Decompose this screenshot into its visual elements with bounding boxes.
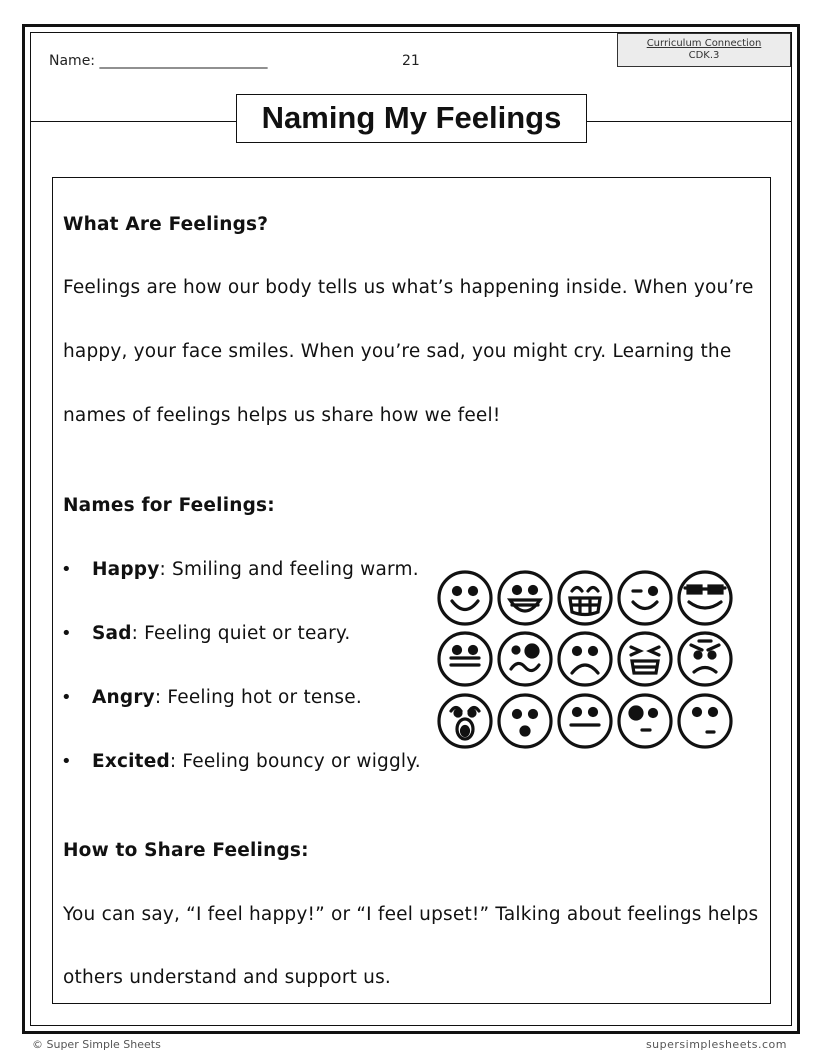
curriculum-connection-box	[617, 33, 791, 67]
shocked-face-icon	[439, 695, 491, 747]
cool-face-icon	[679, 572, 731, 624]
straight-face-icon	[559, 695, 611, 747]
paragraph-line: You can say, “I feel happy!” or “I feel upset!” Talking about feelings helps	[63, 904, 759, 925]
confused-face-icon	[499, 633, 551, 685]
curriculum-connection-title: Curriculum Connection	[646, 38, 762, 49]
title-rule-right	[587, 121, 791, 122]
bullet-icon: •	[61, 559, 72, 580]
feeling-term: Sad	[92, 623, 132, 644]
footer-copyright: © Super Simple Sheets	[32, 1038, 161, 1051]
bullet-icon: •	[61, 751, 72, 772]
paragraph-line: Feelings are how our body tells us what’s happening inside. When you’re	[63, 277, 754, 298]
feeling-description: : Feeling bouncy or wiggly.	[169, 751, 421, 772]
toothy-grin-face-icon	[559, 572, 611, 624]
sad-face-icon	[559, 633, 611, 685]
grinning-face-icon	[499, 572, 551, 624]
title-rule-left	[31, 121, 236, 122]
feeling-term: Excited	[92, 751, 170, 772]
section-heading-names-for-feelings: Names for Feelings:	[63, 495, 275, 516]
footer-website: supersimplesheets.com	[645, 1038, 787, 1051]
angry-face-icon	[679, 633, 731, 685]
emotion-faces-grid-icon	[436, 569, 738, 749]
neutral-face-icon	[439, 633, 491, 685]
page-outer-border	[22, 24, 800, 1034]
curriculum-code: CDK.3	[688, 50, 720, 61]
feeling-description: : Feeling quiet or teary.	[131, 623, 351, 644]
feeling-description: : Feeling hot or tense.	[154, 687, 362, 708]
skeptical-face-icon	[619, 695, 671, 747]
feeling-description: : Smiling and feeling warm.	[159, 559, 419, 580]
winking-face-icon	[619, 572, 671, 624]
paragraph-line: others understand and support us.	[63, 967, 392, 988]
crying-face-icon	[619, 633, 671, 685]
content-box	[52, 177, 771, 1004]
page-title: Naming My Feelings	[236, 94, 587, 143]
name-field-label: Name: ________________________	[49, 53, 268, 69]
surprised-face-icon	[499, 695, 551, 747]
feeling-term: Angry	[92, 687, 155, 708]
page-number: 21	[402, 53, 420, 69]
feeling-term: Happy	[92, 559, 160, 580]
page-inner-border	[30, 32, 792, 1026]
unsure-face-icon	[679, 695, 731, 747]
paragraph-line: names of feelings helps us share how we feel!	[63, 405, 501, 426]
happy-face-icon	[439, 572, 491, 624]
bullet-icon: •	[61, 623, 72, 644]
bullet-icon: •	[61, 687, 72, 708]
paragraph-line: happy, your face smiles. When you’re sad, you might cry. Learning the	[63, 341, 732, 362]
section-heading-what-are-feelings: What Are Feelings?	[63, 214, 269, 235]
section-heading-how-to-share-feelings: How to Share Feelings:	[63, 840, 309, 861]
